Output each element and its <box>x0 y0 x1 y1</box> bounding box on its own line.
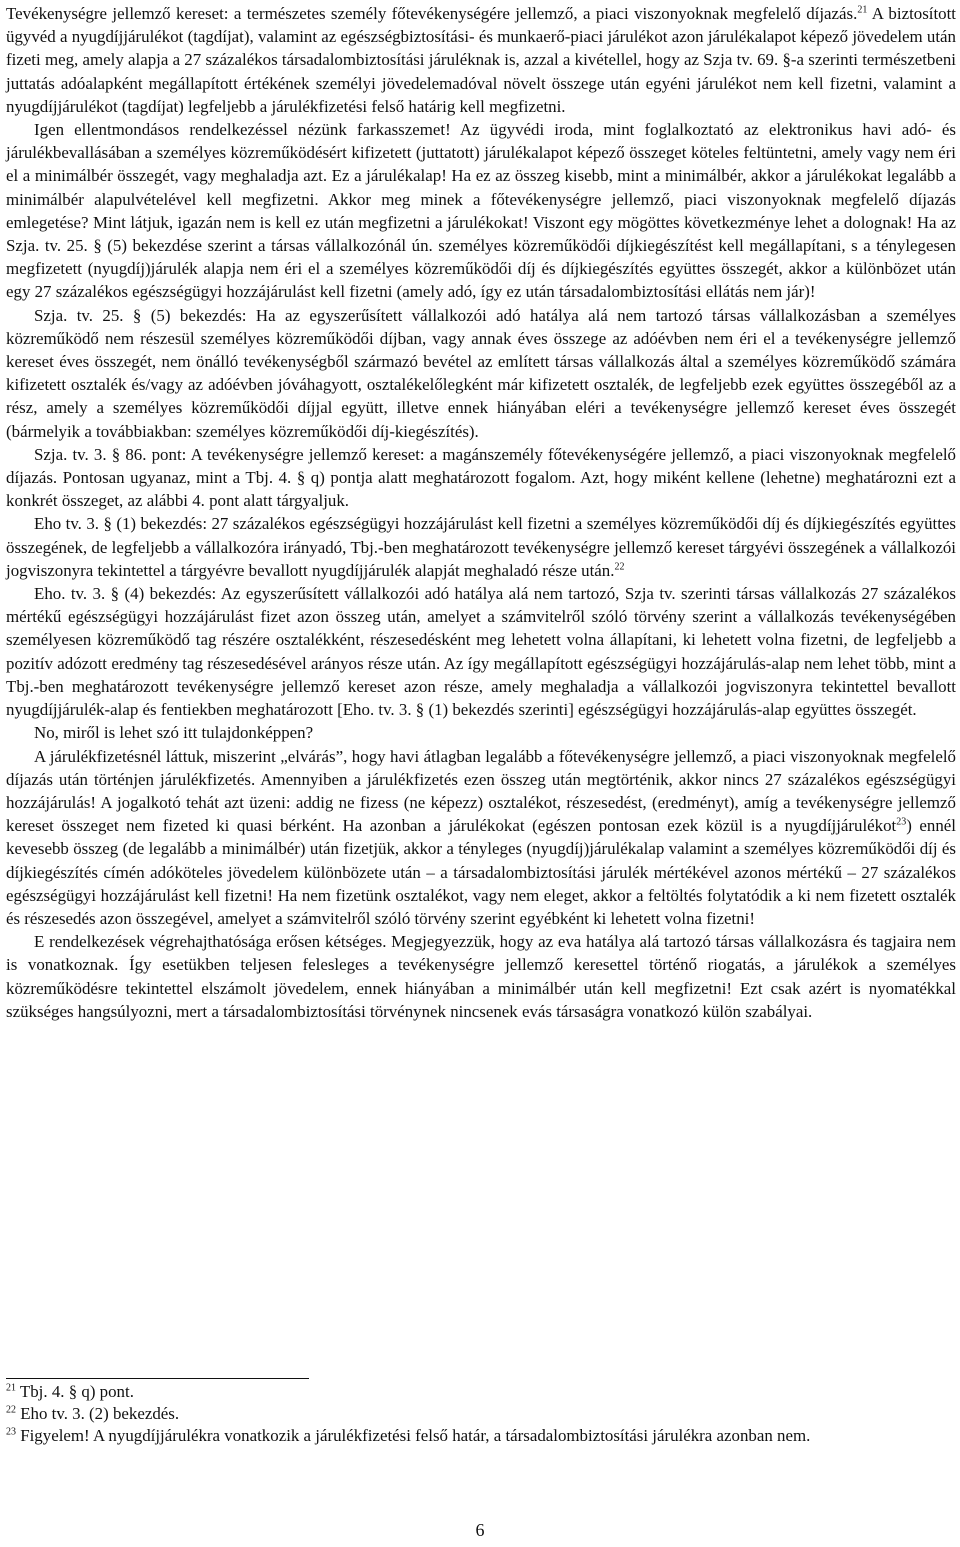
footnote <box>6 1381 946 1403</box>
paragraph <box>6 443 956 513</box>
paragraph <box>6 512 956 582</box>
footnote <box>6 1403 946 1425</box>
paragraph-text: A biztosított ügyvéd a nyugdíjjárulékot (tagdíjat), valamint az egészségbiztosítási- és munkaerő-piaci járulékot azon járulékalapot képező jövedelem után fizeti meg, amely alapja a 27 százalékos társadalombiztosítási járuléknak is, azzal a kivétellel, hogy az Szja tv. 69. §-a szerinti természetbeni juttatás adóalapként megállapított értékének személyi jövedelemadóval növelt összege után egyéni járulékot nem kell fizetni, valamint a nyugdíjjárulékot (tagdíjat) legfeljebb a járulékfizetési felső határig kell megfizetni. <box>6 4 956 116</box>
paragraph <box>6 304 956 443</box>
footnote <box>6 1425 946 1447</box>
paragraph <box>6 2 956 118</box>
footnote-reference[interactable]: 23 <box>896 816 907 828</box>
footnote-text: Tbj. 4. § q) pont. <box>16 1382 134 1401</box>
paragraph <box>6 118 956 304</box>
paragraph-text: ) ennél kevesebb összeg (de legalább a minimálbér) után fizetjük, akkor a tényleges (nyugdíj)járulékalap valamint a személyes közreműködői díj és díjkiegészítés címén adóköteles jövedelem különbözete után – a társadalombiztosítási járulék mértékével azonos mértékű – 27 százalékos egészségügyi hozzájárulást kell fizetni! Ha nem fizetünk osztalékot, vagy nem eleget, akkor a feltöltés folytatódik a ki nem fizetett osztalék és részesedés azon összegével, amelyet a számvitelről szóló törvény szerint egyébként ki lehetett volna fizetni! <box>6 816 956 928</box>
paragraph-text: Szja. tv. 25. § (5) bekezdés: Ha az egyszerűsített vállalkozói adó hatálya alá nem tartozó társas vállalkozásban a személyes közreműködő nem részesül személyes közreműködői díjban, vagy annak éves összege az adóévben nem éri el a tevékenységre jellemző kereset éves összegét, nem önálló tevékenységből származó bevétel az említett társas vállalkozás által a személyes közreműködő számára kifizetett osztalék és/vagy az adóévben jóváhagyott, osztalékelőlegként már kifizetett osztalék, de legfeljebb ezek együttes összegéből az a rész, amely a személyes közreműködői díjjal együtt, illetve ennek hiányában eléri a tevékenységre jellemző kereset éves összegét (bármelyik a továbbiakban: személyes közreműködői díj-kiegészítés). <box>6 305 956 441</box>
paragraph-text: Eho. tv. 3. § (4) bekezdés: Az egyszerűsített vállalkozói adó hatálya alá nem tartozó, Szja tv. szerinti társas vállalkozás 27 százalékos mértékű egészségügyi hozzájárulást fizet azon összeg után, amelyet a számvitelről szóló törvény szerint a vállalkozás tevékenységében személyesen közreműködő tag részére osztalékként, részesedésként meg lehetett volna állapítani, ki lehetett volna fizetni, de legfeljebb a pozitív adózott eredmény tag részesedésével arányos része után. Az így megállapított egészségügyi hozzájárulás-alap nem lehet több, mint a Tbj.-ben meghatározott tevékenységre jellemző kereset azon része, amely meghaladja a vállalkozói jogviszonyra tekintettel bevallott nyugdíjjárulék-alap és fentiekben meghatározott [Eho. tv. 3. § (1) bekezdés szerinti] egészségügyi hozzájárulás-alap együttes összegét. <box>6 584 956 720</box>
paragraph-text: A járulékfizetésnél láttuk, miszerint „elvárás”, hogy havi átlagban legalább a főtevékenységre jellemző, a piaci viszonyoknak megfelelő díjazás után történjen járulékfizetés. Amennyiben a járulékfizetés ezen összeg után megtörténik, akkor nincs 27 százalékos egészségügyi hozzájárulás! A jogalkotó tehát azt üzeni: addig ne fizess (ne képezz) osztalékot, részesedést, (eredményt), amíg a tevékenységre jellemző kereset összeget nem fizeted ki quasi bérként. Ha azonban a járulékokat (egészen pontosan ezek közül is a nyugdíjjárulékot <box>6 746 956 836</box>
paragraph <box>6 582 956 721</box>
document-body <box>6 2 956 1023</box>
footnote-text: Eho tv. 3. (2) bekezdés. <box>16 1404 180 1423</box>
paragraph-text: Szja. tv. 3. § 86. pont: A tevékenységre jellemző kereset: a magánszemély főtevékenységére jellemző, a piaci viszonyoknak megfelelő díjazás. Pontosan ugyanaz, mint a Tbj. 4. § q) pontja alatt meghatározott fogalom. Azt, hogy miként kellene (lehetne) meghatározni ezt a konkrét összeget, az alábbi 4. pont alatt tárgyaljuk. <box>6 444 956 511</box>
footnote-number: 22 <box>6 1404 16 1416</box>
paragraph <box>6 721 956 744</box>
footnotes <box>6 1381 946 1447</box>
paragraph-text: Tevékenységre jellemző kereset: a természetes személy főtevékenységére jellemző, a piaci viszonyoknak megfelelő díjazás. <box>6 4 858 23</box>
footnote-divider <box>6 1378 309 1379</box>
paragraph <box>6 930 956 1023</box>
footnote-number: 23 <box>6 1426 16 1438</box>
paragraph-text: Eho tv. 3. § (1) bekezdés: 27 százalékos egészségügyi hozzájárulást kell fizetni a személyes közreműködői díj és díjkiegészítés együttes összegének, de legfeljebb a vállalkozóra irányadó, Tbj.-ben meghatározott tevékenységre jellemző kereset tárgyévi összegének a vállalkozói jogviszonyra tekintettel a tárgyévre bevallott nyugdíjjárulék alapját meghaladó része után. <box>6 514 956 580</box>
paragraph-text: No, miről is lehet szó itt tulajdonképpen? <box>34 723 314 743</box>
paragraph-text: Igen ellentmondásos rendelkezéssel nézünk farkasszemet! Az ügyvédi iroda, mint foglalkoztató az elektronikus havi adó- és járulékbevallásában a személyes közreműködésért kifizetett (juttatott) járulékalapot képező összeget köteles feltüntetni, amely vagy nem éri el a minimálbér összegét, vagy meghaladja azt. Ez a járulékalap! Ha ez az összeg kisebb, mint a minimálbér, akkor a járulékokat legalább a minimálbér alapulvételével kell megfizetni. Akkor meg minek a főtevékenységre jellemző, piaci viszonyoknak megfelelő díjazás emlegetése? Mint látjuk, igazán nem is kell ez után megfizetni a járulékokat! Viszont egy mögöttes következménye lehet a dolognak! Ha az Szja. tv. 25. § (5) bekezdése szerint a társas vállalkozónál ún. személyes közreműködői díjkiegészítést kell megállapítani, s a ténylegesen megfizetett (nyugdíj)járulék alapja nem éri el a személyes közreműködői díj és díjkiegészítés együttes összegét, akkor a különbözet után egy 27 százalékos egészségügyi hozzájárulást kell fizetni (amely adó, így ez után társadalombiztosítási ellátás nem jár)! <box>6 120 956 302</box>
footnote-text: Figyelem! A nyugdíjjárulékra vonatkozik a járulékfizetési felső határ, a társadalombiztosítási járulékra azonban nem. <box>16 1426 811 1445</box>
footnote-reference[interactable]: 22 <box>614 561 625 573</box>
page-number: 6 <box>475 1520 485 1540</box>
paragraph <box>6 745 956 931</box>
footnote-number: 21 <box>6 1382 16 1394</box>
paragraph-text: E rendelkezések végrehajthatósága erősen kétséges. Megjegyezzük, hogy az eva hatálya alá tartozó társas vállalkozásra és tagjaira nem is vonatkoznak. Így esetükben teljesen felesleges a tevékenységre jellemző keresettel történő riogatás, a járulékok a személyes közreműködésre tekintettel elszámolt jövedelem, ennek hiányában a minimálbér után kell megfizetni! Ezt csak azért is nyomatékkal szükséges hangsúlyozni, mert a társadalombiztosítási törvénynek nincsenek evás társaságra vonatkozó külön szabályai. <box>6 932 956 1021</box>
footnote-reference[interactable]: 21 <box>857 4 868 16</box>
